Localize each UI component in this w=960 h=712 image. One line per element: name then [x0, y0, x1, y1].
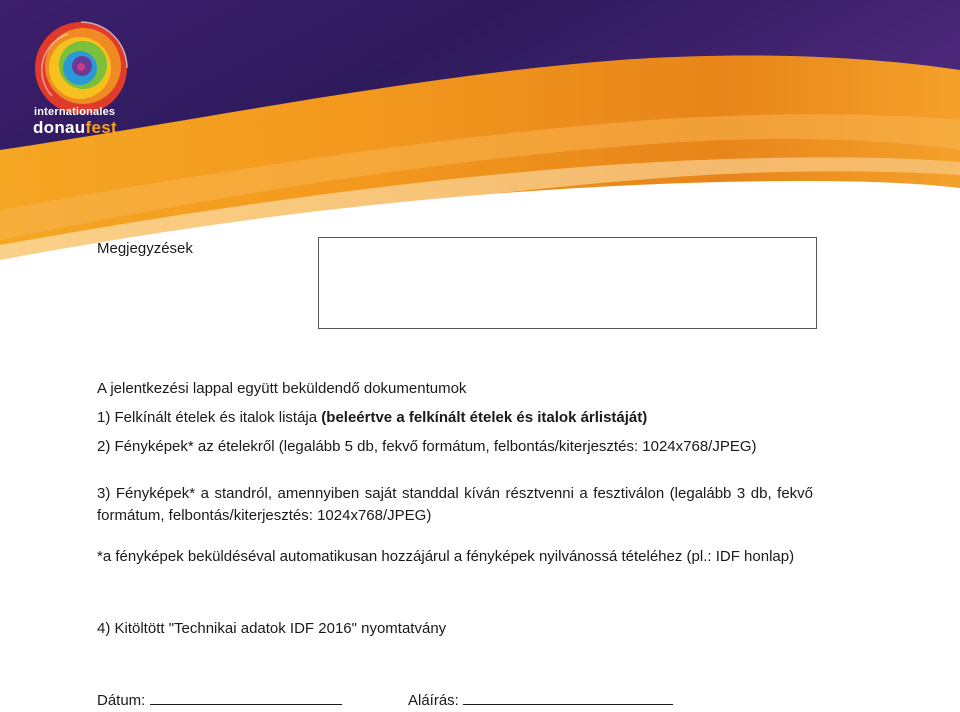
logo-text-fest: fest — [85, 118, 117, 137]
document-item-1 — [97, 407, 813, 429]
signature-label: Aláírás: — [408, 692, 459, 709]
document-item-2: 2) Fényképek* az ételekről (legalább 5 db, fekvő formátum, felbontás/kiterjesztés: 1024x768/JPEG) — [97, 438, 757, 455]
notes-label: Megjegyzések — [97, 240, 193, 257]
documents-heading: A jelentkezési lappal együtt beküldendő dokumentumok — [97, 380, 467, 397]
date-input-line[interactable] — [150, 690, 342, 705]
date-field — [97, 690, 342, 709]
document-item-1-text: 1) Felkínált ételek és italok listája — [97, 409, 322, 426]
document-item-4: 4) Kitöltött "Technikai adatok IDF 2016" nyomtatvány — [97, 620, 447, 637]
document-item-3: 3) Fényképek* a standról, amennyiben saját standdal kíván résztvenni a fesztiválon (legalább 3 db, fekvő formátum, felbontás/kiterjesztés: 1024x768/JPEG) — [97, 485, 813, 524]
date-label: Dátum: — [97, 692, 146, 709]
notes-textbox[interactable] — [318, 237, 817, 329]
header-banner — [0, 0, 960, 260]
signature-field — [408, 690, 673, 709]
logo-text-donau: donau — [33, 118, 86, 137]
footnote-text: *a fényképek beküldéséval automatikusan hozzájárul a fényképek nyilvánossá tételéhez (pl.: IDF honlap) — [97, 548, 795, 565]
logo-text-internationales: internationales — [34, 106, 116, 118]
document-item-1-bold: (beleértve a felkínált ételek és italok árlistáját) — [321, 409, 648, 426]
signature-input-line[interactable] — [463, 690, 673, 705]
logo-text-donaufest — [33, 118, 117, 138]
